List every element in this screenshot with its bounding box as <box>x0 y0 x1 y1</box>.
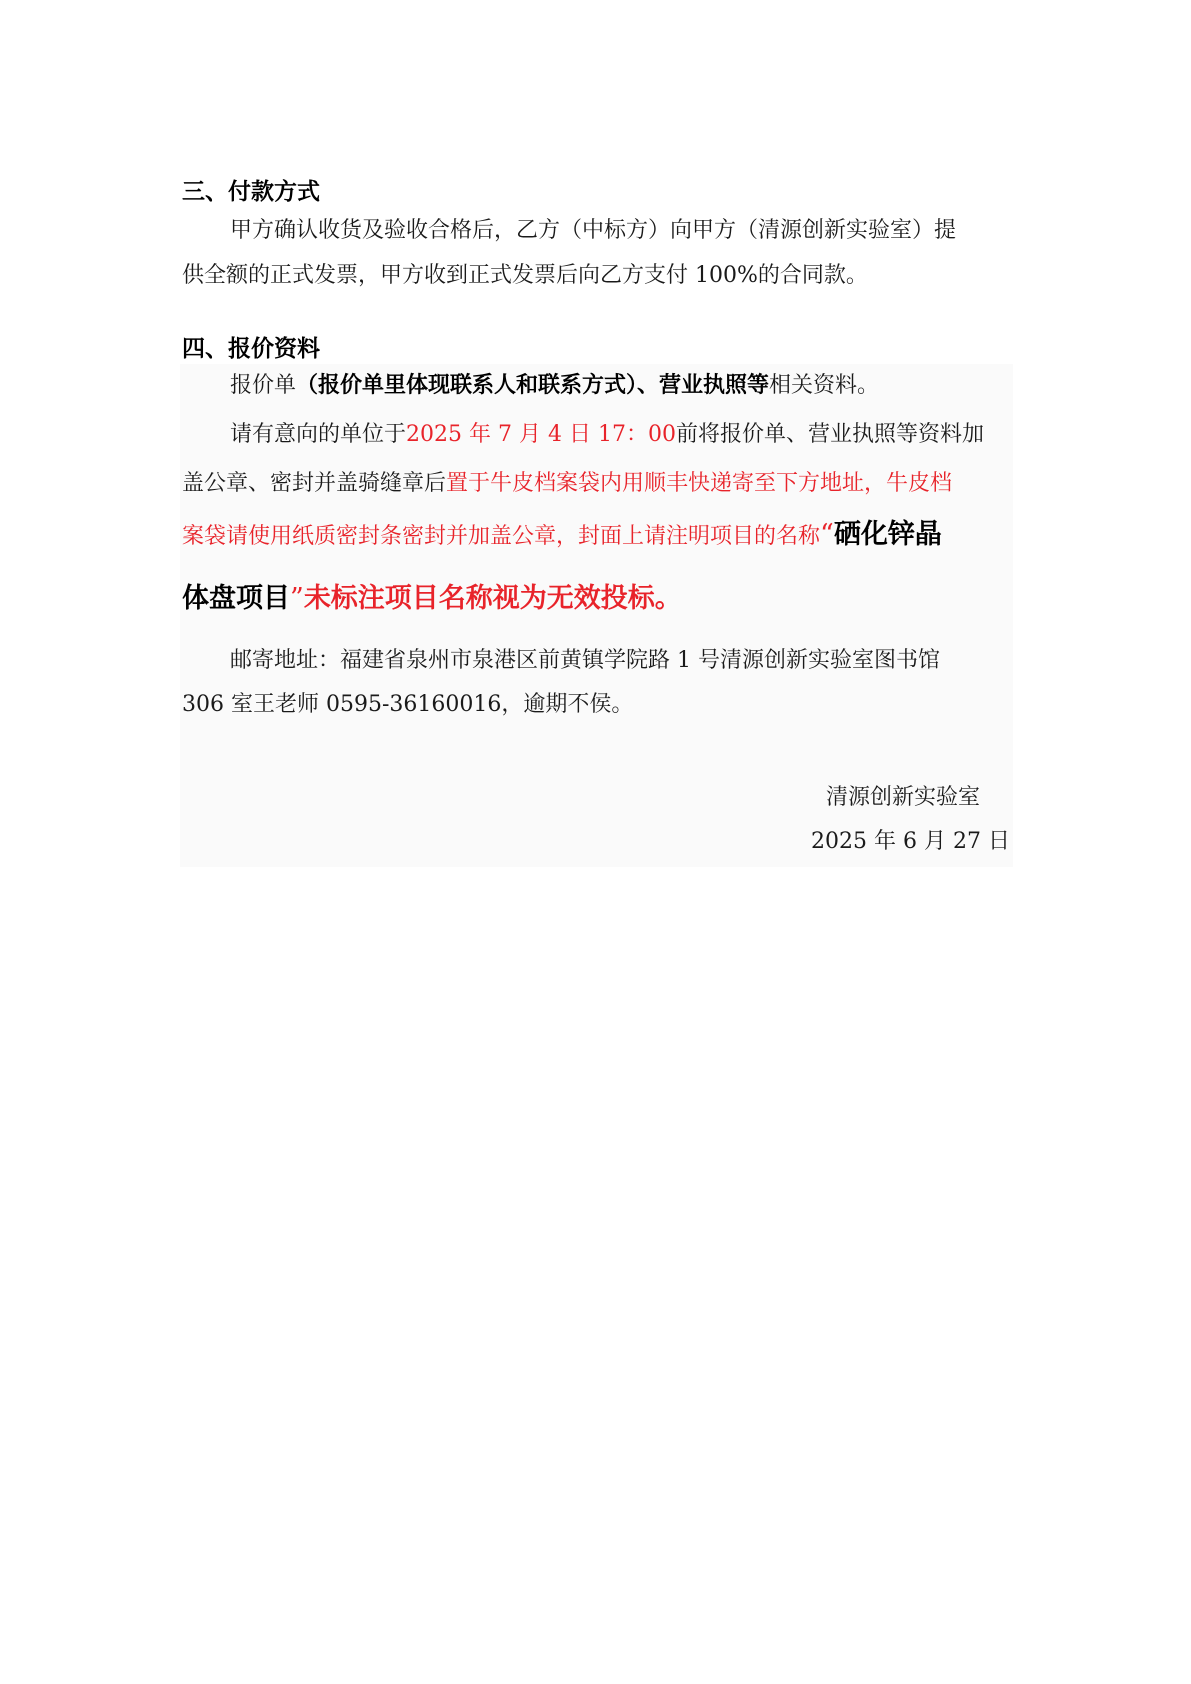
sealing-text-a: 盖公章、密封并盖骑缝章后 <box>182 471 447 496</box>
project-name-part-1: 硒化锌晶 <box>833 519 942 550</box>
deadline-text-b: 前将报价单、营业执照等资料加 <box>675 422 984 447</box>
quote-materials-text-bold: （报价单里体现联系人和联系方式）、营业执照等 <box>296 373 770 398</box>
sealing-line <box>182 468 952 500</box>
mailing-address-line-1: 邮寄地址：福建省泉州市泉港区前黄镇学院路 1 号清源创新实验室图书馆 <box>230 648 940 673</box>
envelope-line <box>182 519 942 553</box>
signature-date: 2025 年 6 月 27 日 <box>811 829 1010 854</box>
section-3-heading: 三、付款方式 <box>182 179 320 205</box>
signature-org: 清源创新实验室 <box>826 785 981 810</box>
sealing-text-red: 置于牛皮档案袋内用顺丰快递寄至下方地址，牛皮档 <box>446 471 953 496</box>
section-3-line-2: 供全额的正式发票，甲方收到正式发票后向乙方支付 100%的合同款。 <box>182 263 868 288</box>
deadline-line <box>230 419 984 451</box>
project-name-part-2: 体盘项目 <box>182 583 290 614</box>
deadline-text-a: 请有意向的单位于 <box>230 422 407 447</box>
deadline-date: 2025 年 7 月 4 日 17：00 <box>406 422 676 447</box>
quote-materials-text-a: 报价单 <box>230 373 297 398</box>
section-4-heading: 四、报价资料 <box>182 336 320 362</box>
invalid-bid-notice: 未标注项目名称视为无效投标。 <box>303 583 682 614</box>
project-name-line <box>182 583 682 617</box>
envelope-text-a: 案袋请使用纸质密封条密封并加盖公章，封面上请注明项目的名称 <box>182 524 821 549</box>
section-3-line-1: 甲方确认收货及验收合格后，乙方（中标方）向甲方（清源创新实验室）提 <box>230 218 957 243</box>
close-quote: ” <box>290 583 304 614</box>
quote-materials-text-c: 相关资料。 <box>769 373 880 398</box>
quote-materials-line <box>230 370 879 402</box>
mailing-address-line-2: 306 室王老师 0595-36160016，逾期不侯。 <box>182 692 634 717</box>
open-quote: “ <box>820 519 834 550</box>
